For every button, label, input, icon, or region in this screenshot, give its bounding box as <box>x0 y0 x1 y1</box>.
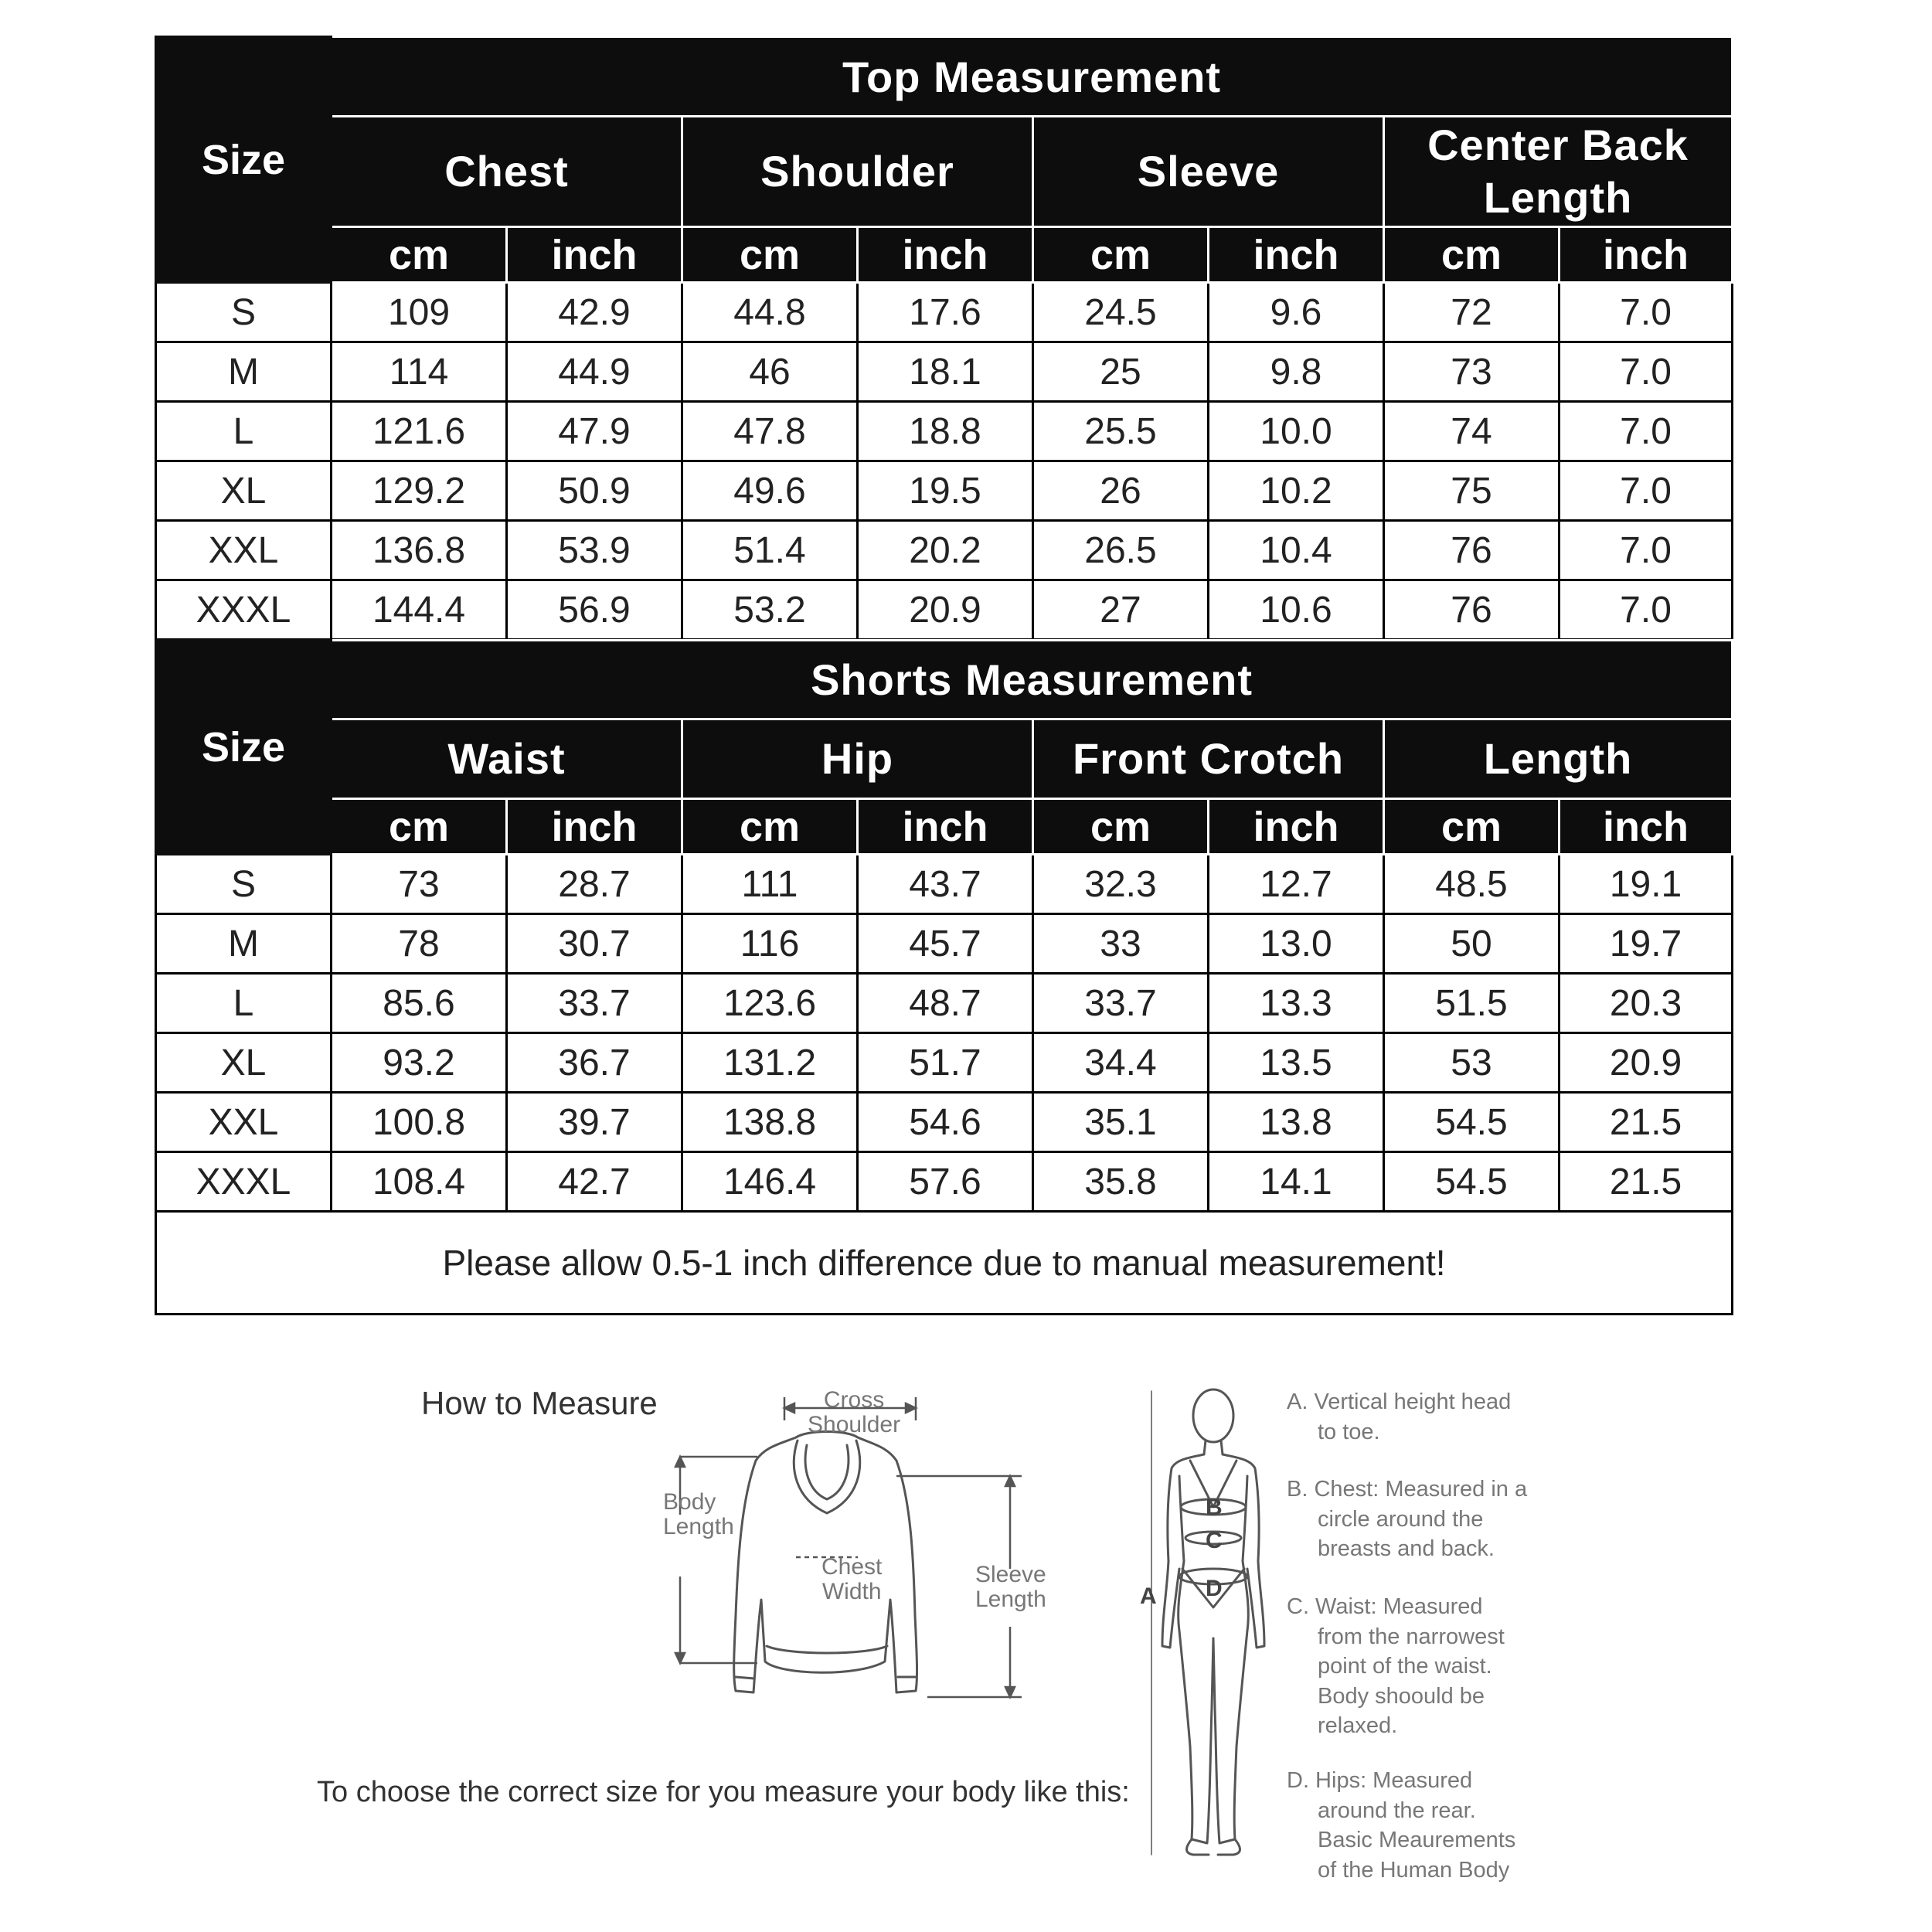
value-cell: 57.6 <box>858 1152 1033 1212</box>
group-header: Shoulder <box>682 117 1033 227</box>
value-cell: 76 <box>1384 521 1560 580</box>
marker-a: A <box>1140 1583 1157 1609</box>
value-cell: 7.0 <box>1560 461 1733 521</box>
value-cell: 27 <box>1033 580 1209 640</box>
table-row <box>156 1093 1733 1152</box>
unit-header: cm <box>682 799 858 855</box>
value-cell: 19.7 <box>1560 914 1733 974</box>
unit-header: inch <box>507 227 682 283</box>
value-cell: 33.7 <box>1033 974 1209 1033</box>
unit-header: cm <box>332 799 507 855</box>
value-cell: 44.9 <box>507 342 682 402</box>
value-cell: 19.1 <box>1560 855 1733 914</box>
size-cell: M <box>156 914 332 974</box>
value-cell: 13.8 <box>1209 1093 1384 1152</box>
table-row <box>156 580 1733 640</box>
unit-header: inch <box>1560 227 1733 283</box>
value-cell: 73 <box>1384 342 1560 402</box>
value-cell: 146.4 <box>682 1152 858 1212</box>
group-header: Length <box>1384 719 1733 799</box>
size-cell: S <box>156 283 332 342</box>
body-measure-illustration <box>1136 1383 1291 1878</box>
unit-header: inch <box>858 799 1033 855</box>
size-header: Size <box>156 37 332 283</box>
value-cell: 136.8 <box>332 521 507 580</box>
value-cell: 7.0 <box>1560 402 1733 461</box>
unit-header: cm <box>682 227 858 283</box>
top-table-body <box>156 283 1733 640</box>
unit-header: cm <box>1033 227 1209 283</box>
value-cell: 42.7 <box>507 1152 682 1212</box>
value-cell: 28.7 <box>507 855 682 914</box>
value-cell: 72 <box>1384 283 1560 342</box>
value-cell: 100.8 <box>332 1093 507 1152</box>
top-size-table <box>155 36 1733 641</box>
value-cell: 13.3 <box>1209 974 1384 1033</box>
value-cell: 10.6 <box>1209 580 1384 640</box>
value-cell: 26.5 <box>1033 521 1209 580</box>
marker-d: D <box>1206 1576 1223 1601</box>
value-cell: 144.4 <box>332 580 507 640</box>
group-header: Center Back Length <box>1384 117 1733 227</box>
cross-shoulder-label: Cross Shoulder <box>808 1387 901 1437</box>
value-cell: 48.5 <box>1384 855 1560 914</box>
value-cell: 35.8 <box>1033 1152 1209 1212</box>
guide-b: B. Chest: Measured in a circle around the breasts and back. <box>1287 1477 1528 1562</box>
value-cell: 76 <box>1384 580 1560 640</box>
value-cell: 114 <box>332 342 507 402</box>
value-cell: 75 <box>1384 461 1560 521</box>
value-cell: 20.9 <box>1560 1033 1733 1093</box>
value-cell: 123.6 <box>682 974 858 1033</box>
value-cell: 7.0 <box>1560 580 1733 640</box>
value-cell: 48.7 <box>858 974 1033 1033</box>
size-cell: XXXL <box>156 1152 332 1212</box>
value-cell: 10.4 <box>1209 521 1384 580</box>
value-cell: 7.0 <box>1560 521 1733 580</box>
value-cell: 7.0 <box>1560 342 1733 402</box>
body-length-label: Body Length <box>663 1489 734 1539</box>
value-cell: 25 <box>1033 342 1209 402</box>
size-cell: XL <box>156 461 332 521</box>
size-cell: M <box>156 342 332 402</box>
value-cell: 53.2 <box>682 580 858 640</box>
value-cell: 47.9 <box>507 402 682 461</box>
guide-d: D. Hips: Measured around the rear. Basic Meaurements of the Human Body <box>1287 1768 1516 1883</box>
marker-b: B <box>1206 1495 1223 1520</box>
value-cell: 109 <box>332 283 507 342</box>
value-cell: 14.1 <box>1209 1152 1384 1212</box>
marker-c: C <box>1206 1528 1223 1553</box>
value-cell: 45.7 <box>858 914 1033 974</box>
value-cell: 50 <box>1384 914 1560 974</box>
value-cell: 13.0 <box>1209 914 1384 974</box>
table-row <box>156 283 1733 342</box>
value-cell: 53 <box>1384 1033 1560 1093</box>
value-cell: 108.4 <box>332 1152 507 1212</box>
value-cell: 7.0 <box>1560 283 1733 342</box>
value-cell: 121.6 <box>332 402 507 461</box>
value-cell: 18.8 <box>858 402 1033 461</box>
value-cell: 33 <box>1033 914 1209 974</box>
value-cell: 47.8 <box>682 402 858 461</box>
value-cell: 9.6 <box>1209 283 1384 342</box>
value-cell: 51.4 <box>682 521 858 580</box>
value-cell: 56.9 <box>507 580 682 640</box>
table-row <box>156 855 1733 914</box>
table-row <box>156 521 1733 580</box>
chest-width-label: Chest Width <box>821 1554 883 1604</box>
value-cell: 25.5 <box>1033 402 1209 461</box>
choose-size-instruction: To choose the correct size for you measure your body like this: <box>317 1776 1130 1808</box>
value-cell: 54.5 <box>1384 1152 1560 1212</box>
value-cell: 44.8 <box>682 283 858 342</box>
value-cell: 21.5 <box>1560 1152 1733 1212</box>
value-cell: 17.6 <box>858 283 1033 342</box>
value-cell: 10.2 <box>1209 461 1384 521</box>
value-cell: 30.7 <box>507 914 682 974</box>
value-cell: 39.7 <box>507 1093 682 1152</box>
group-header: Hip <box>682 719 1033 799</box>
value-cell: 111 <box>682 855 858 914</box>
value-cell: 46 <box>682 342 858 402</box>
value-cell: 32.3 <box>1033 855 1209 914</box>
table-row <box>156 1033 1733 1093</box>
size-cell: S <box>156 855 332 914</box>
value-cell: 36.7 <box>507 1033 682 1093</box>
value-cell: 9.8 <box>1209 342 1384 402</box>
value-cell: 73 <box>332 855 507 914</box>
unit-header: inch <box>1209 227 1384 283</box>
value-cell: 34.4 <box>1033 1033 1209 1093</box>
size-cell: XXXL <box>156 580 332 640</box>
value-cell: 18.1 <box>858 342 1033 402</box>
table-row <box>156 342 1733 402</box>
value-cell: 42.9 <box>507 283 682 342</box>
value-cell: 26 <box>1033 461 1209 521</box>
value-cell: 54.5 <box>1384 1093 1560 1152</box>
value-cell: 12.7 <box>1209 855 1384 914</box>
unit-header: cm <box>1384 227 1560 283</box>
group-header: Waist <box>332 719 682 799</box>
table-title: Top Measurement <box>332 37 1733 117</box>
table-title: Shorts Measurement <box>332 641 1733 719</box>
value-cell: 74 <box>1384 402 1560 461</box>
value-cell: 20.2 <box>858 521 1033 580</box>
group-header: Sleeve <box>1033 117 1384 227</box>
table-row <box>156 974 1733 1033</box>
shorts-table-body <box>156 855 1733 1212</box>
size-cell: XL <box>156 1033 332 1093</box>
value-cell: 129.2 <box>332 461 507 521</box>
value-cell: 131.2 <box>682 1033 858 1093</box>
guide-a: A. Vertical height head to toe. <box>1287 1389 1512 1444</box>
measurement-note: Please allow 0.5-1 inch difference due to manual measurement! <box>156 1212 1733 1315</box>
unit-header: inch <box>858 227 1033 283</box>
value-cell: 24.5 <box>1033 283 1209 342</box>
value-cell: 43.7 <box>858 855 1033 914</box>
guide-c: C. Waist: Measured from the narrowest point of the waist. Body shoould be relaxed. <box>1287 1594 1505 1739</box>
table-row <box>156 914 1733 974</box>
value-cell: 93.2 <box>332 1033 507 1093</box>
sleeve-length-label: Sleeve Length <box>975 1562 1046 1612</box>
table-row <box>156 1152 1733 1212</box>
how-to-measure-title: How to Measure <box>421 1385 658 1421</box>
value-cell: 51.5 <box>1384 974 1560 1033</box>
group-header: Front Crotch <box>1033 719 1384 799</box>
size-cell: L <box>156 402 332 461</box>
value-cell: 10.0 <box>1209 402 1384 461</box>
unit-header: cm <box>1033 799 1209 855</box>
value-cell: 78 <box>332 914 507 974</box>
value-cell: 49.6 <box>682 461 858 521</box>
value-cell: 85.6 <box>332 974 507 1033</box>
group-header: Chest <box>332 117 682 227</box>
unit-header: inch <box>1209 799 1384 855</box>
size-cell: L <box>156 974 332 1033</box>
table-row <box>156 402 1733 461</box>
value-cell: 33.7 <box>507 974 682 1033</box>
value-cell: 35.1 <box>1033 1093 1209 1152</box>
value-cell: 20.9 <box>858 580 1033 640</box>
value-cell: 116 <box>682 914 858 974</box>
size-header: Size <box>156 641 332 855</box>
unit-header: cm <box>1384 799 1560 855</box>
unit-header: inch <box>1560 799 1733 855</box>
size-cell: XXL <box>156 1093 332 1152</box>
unit-header: cm <box>332 227 507 283</box>
value-cell: 20.3 <box>1560 974 1733 1033</box>
shorts-size-table <box>155 639 1733 1315</box>
value-cell: 13.5 <box>1209 1033 1384 1093</box>
size-cell: XXL <box>156 521 332 580</box>
value-cell: 138.8 <box>682 1093 858 1152</box>
value-cell: 19.5 <box>858 461 1033 521</box>
table-row <box>156 461 1733 521</box>
unit-header: inch <box>507 799 682 855</box>
value-cell: 51.7 <box>858 1033 1033 1093</box>
value-cell: 54.6 <box>858 1093 1033 1152</box>
value-cell: 21.5 <box>1560 1093 1733 1152</box>
value-cell: 53.9 <box>507 521 682 580</box>
value-cell: 50.9 <box>507 461 682 521</box>
